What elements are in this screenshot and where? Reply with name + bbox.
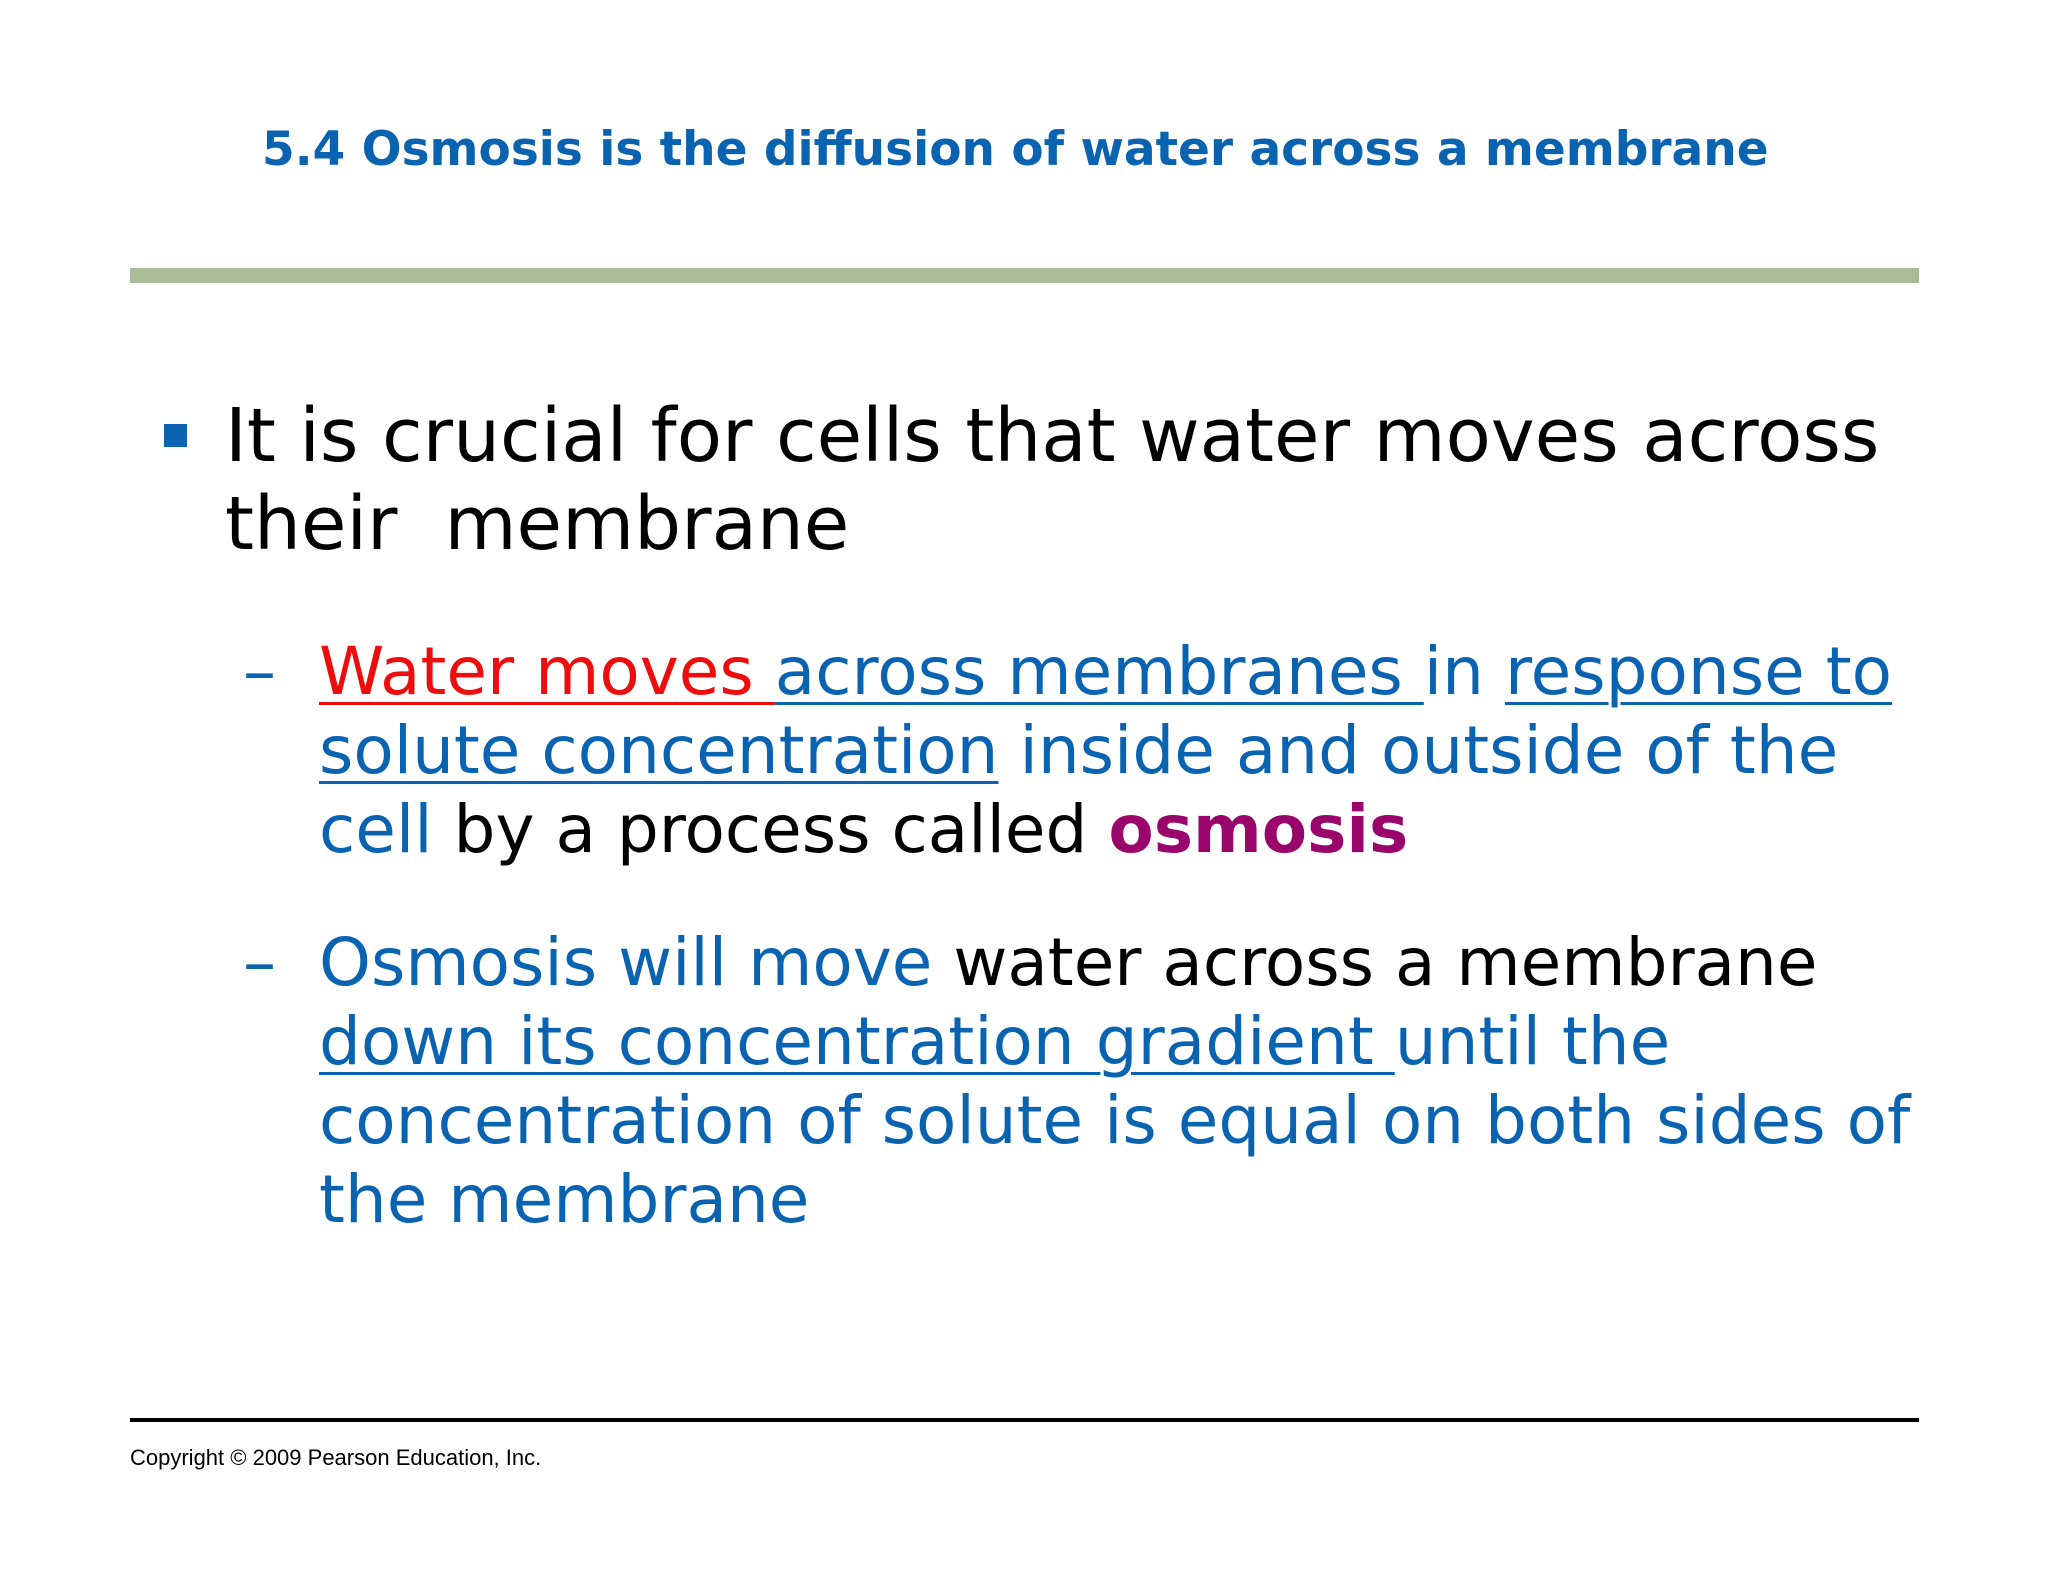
process-called-text: by a process called [432,791,1109,868]
sub-bullet-2-line-1 [319,923,1959,1002]
gradient-text: down its concentration gradient [319,1003,1395,1080]
water-across-text: water across a membrane [932,924,1818,1001]
water-moves-text: Water moves [319,633,775,710]
sub-bullet-2-line-4: the membrane [319,1161,810,1238]
inside-outside-text: inside and outside of the [998,712,1839,789]
cell-text: cell [319,791,433,868]
sub-bullet-2-line-3: concentration of solute is equal on both sides of [319,1082,1911,1159]
osmosis-will-move-text: Osmosis will move [319,924,933,1001]
copyright-notice: Copyright © 2009 Pearson Education, Inc. [130,1445,542,1470]
sub-bullet-1-line-2 [319,711,1959,790]
dash-bullet-icon: – [243,633,276,710]
osmosis-term: osmosis [1108,791,1409,868]
sub-bullet-1-line-3 [319,790,1959,869]
sub-bullet-1 [319,632,1959,869]
title-divider [130,268,1919,283]
sub-bullet-2 [319,923,1959,1239]
in-text: in [1423,633,1505,710]
dash-bullet-icon: – [243,924,276,1001]
solute-concentration-text: solute concentration [319,712,999,789]
main-bullet [225,392,1945,568]
main-bullet-line-1: It is crucial for cells that water moves across [225,393,1880,479]
across-membranes-text: across membranes [774,633,1424,710]
footer-divider [130,1418,1919,1422]
response-to-text: response to [1504,633,1892,710]
main-bullet-line-2: their membrane [225,481,850,567]
until-the-text: until the [1394,1003,1671,1080]
square-bullet-icon [164,424,187,447]
slide-title: 5.4 Osmosis is the diffusion of water across a membrane [262,122,1769,177]
sub-bullet-2-line-2 [319,1002,1959,1081]
sub-bullet-1-line-1 [319,632,1959,711]
